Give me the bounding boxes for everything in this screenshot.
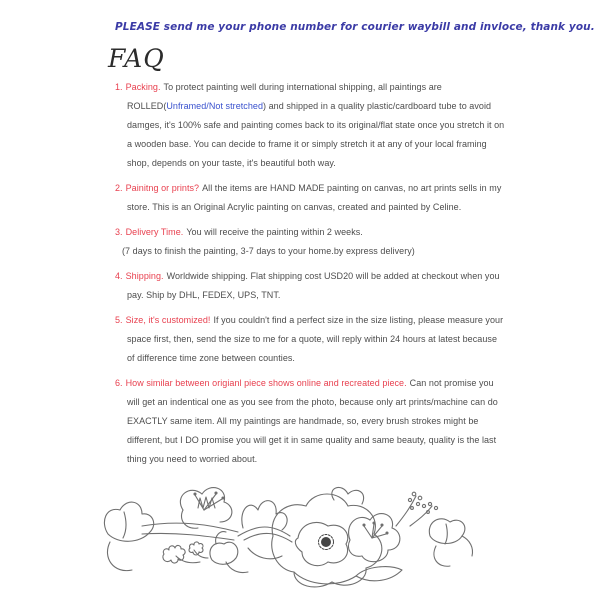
faq-list [115, 78, 507, 475]
item-body: If you couldn't find a perfect size in the size listing, please measure your space first, then, send the size to me for a quote, will reply within 24 hours at latest because of difference time zone between counties. [127, 315, 504, 363]
page-title: FAQ [108, 44, 165, 73]
item-heading: Delivery Time. [125, 227, 184, 237]
item-number: 2. [115, 183, 123, 193]
item-body: ) and shipped in a quality plastic/cardboard tube to avoid damges, it's 100% safe and painting comes back to its original/flat state once you stretch it on a wooden base. You can decide to frame it or simply stretch it at any of your local framing shop, depends on your taste, it's beautiful both way. [127, 101, 505, 168]
item-heading: Packing. [125, 82, 161, 92]
item-body: To protect painting well during international shipping, all paintings are ROLLED( [127, 82, 442, 111]
item-heading: Painitng or prints? [125, 183, 200, 193]
item-heading: Size, it's customized! [125, 315, 211, 325]
item-heading: Shipping. [125, 271, 164, 281]
faq-item-shipping [115, 267, 507, 305]
top-note: PLEASE send me your phone number for courier waybill and invloce, thank you. [115, 21, 595, 33]
item-body: Worldwide shipping. Flat shipping cost USD20 will be added at checkout when you pay. Ship by DHL, FEDEX, UPS, TNT. [127, 271, 500, 300]
faq-item-painting-or-prints [115, 179, 507, 217]
faq-item-packing [115, 78, 507, 173]
flower-garland-sketch [98, 486, 477, 596]
item-number: 6. [115, 378, 123, 388]
delivery-note: (7 days to finish the painting, 3-7 days to your home.by express delivery) [122, 246, 415, 256]
faq-item-size-customized [115, 311, 507, 368]
faq-item-delivery-time [115, 223, 507, 261]
item-heading: How similar between origianl piece shows online and recreated piece. [125, 378, 407, 388]
item-number: 5. [115, 315, 123, 325]
item-body: Can not promise you will get an indentical one as you see from the photo, because only art prints/machine can do EXACTLY same item. All my paintings are handmade, so, every brush strokes might be different, but I DO promise you will get it in same quality and same beauty, quality is the last thing you need to worried about. [127, 378, 498, 464]
item-number: 4. [115, 271, 123, 281]
unframed-highlight: Unframed/Not stretched [166, 101, 264, 111]
item-number: 1. [115, 82, 123, 92]
faq-item-similarity [115, 374, 507, 469]
item-body: You will receive the painting within 2 weeks. [186, 227, 363, 237]
item-number: 3. [115, 227, 123, 237]
item-body: All the items are HAND MADE painting on canvas, no art prints sells in my store. This is an Original Acrylic painting on canvas, created and painted by Celine. [127, 183, 502, 212]
